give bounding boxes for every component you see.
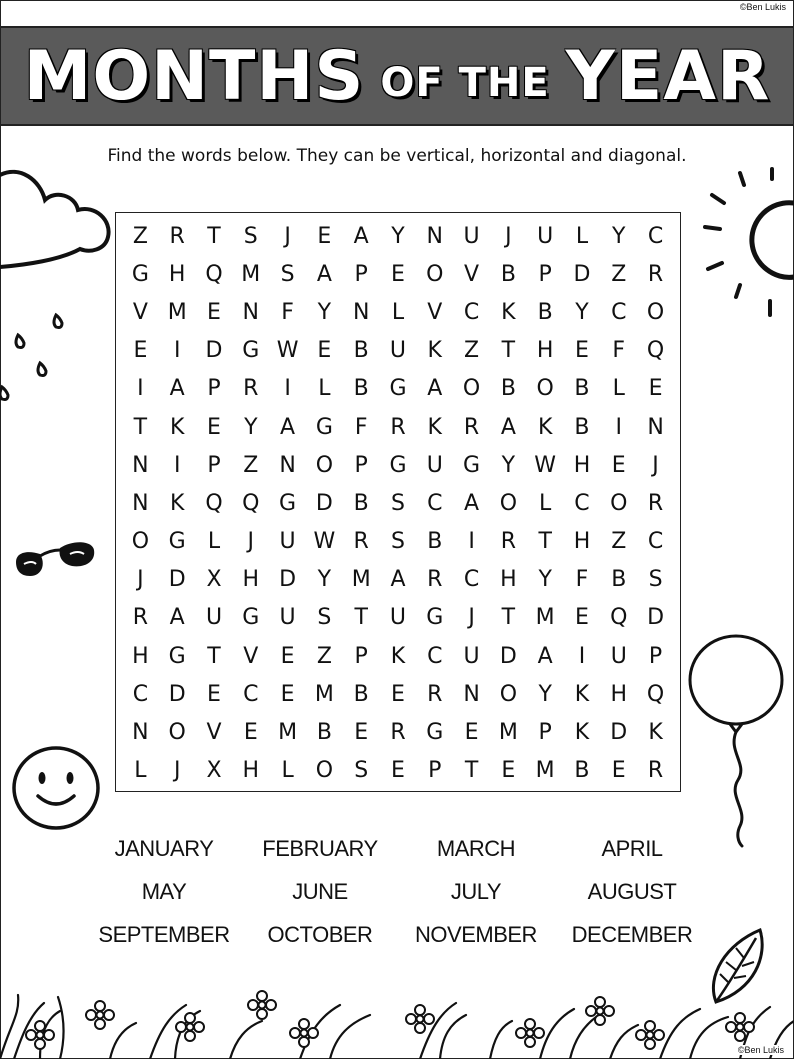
grid-letter: R [169,223,185,249]
grid-letter: C [427,643,443,669]
grid-letter: A [427,376,443,402]
grid-letter: A [464,490,480,516]
grid-letter: Q [646,338,665,364]
grid-letter: T [354,605,368,631]
grid-letter: I [284,376,291,402]
grid-letter: V [464,261,480,287]
grid-letter: J [173,758,181,784]
grid-letter: H [610,681,628,707]
grid-letter: P [428,758,442,784]
grid-letter: H [536,338,554,364]
grid-letter: E [391,261,405,287]
grid-letter: E [464,720,479,746]
grid-letter: A [390,567,406,593]
grid-letter: M [535,758,555,784]
grid-letter: F [281,299,294,325]
grid-letter: O [131,529,150,555]
grid-letter: I [173,338,181,364]
grid-letter: R [427,681,443,707]
grid-letter: K [501,299,516,325]
balloon-icon [686,634,786,850]
grid-letter: B [353,490,369,516]
word-list-item: OCTOBER [267,922,373,947]
grid-letter: H [242,758,260,784]
grid-letter: C [132,681,149,707]
grid-letter: R [463,414,480,440]
grid-letter: O [646,299,665,325]
grid-letter: E [207,299,221,325]
grid-letter: K [169,414,185,440]
grid-letter: L [391,299,405,325]
grid-letter: E [391,681,405,707]
grid-letter: N [463,681,480,707]
grid-letter: F [575,567,589,593]
grid-letter: Y [538,567,552,593]
grid-letter: M [314,681,334,707]
grid-letter: T [501,338,516,364]
grid-letter: I [137,376,144,402]
grid-letter: M [241,261,261,287]
grid-letter: E [317,223,332,249]
grid-letter: M [351,567,371,593]
grid-letter: V [206,720,222,746]
grid-letter: M [498,720,518,746]
word-list-item: JULY [450,879,502,904]
grid-letter: H [132,643,149,669]
grid-letter: N [132,452,149,478]
grid-letter: A [353,223,369,249]
grid-letter: O [499,490,518,516]
grid-letter: L [539,490,552,516]
grid-letter: C [611,299,627,325]
grid-letter: B [611,567,627,593]
grid-letter: P [354,643,368,669]
grid-letter: F [612,338,626,364]
grid-letter: D [573,261,591,287]
grid-letter: O [536,376,554,402]
sun-icon [700,165,794,325]
grid-letter: C [647,529,664,555]
grid-letter: E [280,681,295,707]
grid-letter: E [243,720,258,746]
grid-letter: U [279,529,296,555]
grid-letter: E [133,338,148,364]
grid-letter: R [647,261,664,287]
grid-letter: I [173,452,181,478]
grid-letter: K [648,720,663,746]
grid-letter: R [390,414,406,440]
grid-letter: O [315,758,334,784]
grid-letter: X [206,567,222,593]
grid-letter: B [427,529,443,555]
grid-letter: C [427,490,443,516]
grid-letter: J [468,605,475,631]
grid-letter: Z [243,452,259,478]
word-list-item: JUNE [292,879,348,904]
grid-letter: H [242,567,260,593]
grid-letter: O [168,720,186,746]
grid-letter: K [537,414,553,440]
grid-letter: E [611,452,626,478]
grid-letter: D [610,720,628,746]
grid-letter: S [648,567,663,593]
grid-letter: A [537,643,553,669]
grid-letter: B [574,376,590,402]
word-list-item: JANUARY [114,836,214,861]
grid-letter: D [315,490,333,516]
word-search-grid-box [115,212,681,792]
grid-letter: R [500,529,517,555]
grid-letter: B [574,414,590,440]
grid-letter: D [168,681,186,707]
grid-letter: H [500,567,517,593]
word-list-item: MARCH [436,836,516,861]
grid-letter: M [535,605,555,631]
grid-letter: C [463,567,480,593]
grid-letter: Q [205,490,223,516]
grid-letter: A [169,376,185,402]
grid-letter: R [647,490,664,516]
grid-letter: S [243,223,258,249]
grid-letter: L [612,376,625,402]
grid-letter: G [131,261,149,287]
grid-letter: A [169,605,185,631]
grid-letter: E [207,681,221,707]
grid-letter: G [426,605,444,631]
grid-letter: D [168,567,186,593]
grid-letter: B [537,299,553,325]
grid-letter: T [501,605,516,631]
smiley-icon [10,744,102,832]
grid-letter: B [500,376,516,402]
title-banner [1,26,793,126]
word-list-item: NOVEMBER [415,922,537,947]
grid-letter: E [648,376,663,402]
grid-letter: H [168,261,186,287]
grid-letter: L [575,223,589,249]
grid-letter: C [243,681,259,707]
grid-letter: V [243,643,259,669]
grid-letter: E [317,338,332,364]
grid-letter: G [463,452,481,478]
grid-letter: P [354,452,368,478]
grid-letter: E [575,338,589,364]
grid-letter: N [242,299,260,325]
grid-letter: J [247,529,255,555]
grid-letter: Q [610,605,628,631]
grid-letter: T [464,758,479,784]
grid-letter: K [169,490,185,516]
grid-letter: Z [611,261,627,287]
grid-letter: I [615,414,622,440]
grid-letter: Y [501,452,516,478]
grid-letter: K [574,681,590,707]
grid-letter: N [132,490,149,516]
grid-letter: C [574,490,590,516]
grid-letter: P [538,261,552,287]
grid-letter: E [501,758,516,784]
grid-letter: P [207,452,221,478]
grid-letter: S [390,529,405,555]
grid-letter: R [427,567,443,593]
grid-letter: Y [612,223,626,249]
grid-letter: S [280,261,295,287]
grid-letter: K [427,338,442,364]
grid-letter: U [279,605,296,631]
word-list-item: AUGUST [587,879,677,904]
grid-letter: E [354,720,369,746]
grid-letter: V [132,299,148,325]
grid-letter: Y [538,681,552,707]
copyright-bottom: ©Ben Lukis [737,1045,784,1055]
grid-letter: U [463,643,480,669]
grid-letter: L [318,376,331,402]
grid-letter: B [353,376,369,402]
grid-letter: G [279,490,297,516]
grid-letter: B [353,681,369,707]
grid-letter: N [647,414,664,440]
grid-letter: Y [391,223,405,249]
grid-letter: N [352,299,370,325]
title-word-months: MONTHS [23,36,365,116]
grid-letter: M [167,299,187,325]
copyright-top: ©Ben Lukis [739,2,786,12]
grid-letter: G [426,720,444,746]
grid-letter: G [389,376,407,402]
instructions: Find the words below. They can be vertical, horizontal and diagonal. [107,146,687,166]
grid-letter: T [538,529,552,555]
grid-letter: N [132,720,149,746]
grid-letter: F [354,414,368,440]
grid-letter: G [242,605,260,631]
grid-letter: B [353,338,369,364]
title-word-year: YEAR [565,36,771,116]
grid-letter: Z [316,643,332,669]
sunglasses-icon [14,534,98,580]
grid-letter: R [390,720,406,746]
grid-letter: Q [646,681,665,707]
grid-letter: U [463,223,480,249]
grid-letter: D [279,567,297,593]
grid-letter: G [389,452,407,478]
grid-letter: T [207,643,221,669]
grid-letter: C [463,299,480,325]
grid-letter: P [354,261,368,287]
grid-letter: E [207,414,221,440]
grid-letter: P [207,376,221,402]
grid-letter: I [578,643,586,669]
grid-letter: E [575,605,589,631]
grid-letter: G [168,529,186,555]
grid-letter: X [206,758,222,784]
word-list-item: MAY [141,879,187,904]
word-list [86,836,710,965]
grid-letter: G [242,338,260,364]
grid-letter: A [316,261,332,287]
grid-letter: B [500,261,516,287]
cloud-rain-icon [0,165,115,415]
grid-letter: Z [464,338,480,364]
grid-letter: G [315,414,333,440]
grid-letter: L [134,758,147,784]
grid-letter: B [316,720,332,746]
grid-letter: R [353,529,369,555]
grid-letter: S [317,605,332,631]
grid-letter: Z [611,529,627,555]
grid-letter: A [500,414,516,440]
grid-letter: H [573,529,591,555]
grid-letter: J [137,567,144,593]
grid-letter: D [647,605,665,631]
grid-letter: U [389,338,407,364]
grid-letter: Y [317,299,332,325]
grid-letter: U [610,643,627,669]
grid-letter: O [426,261,444,287]
grid-letter: K [574,720,590,746]
grid-letter: O [462,376,481,402]
grid-letter: P [648,643,663,669]
grid-letter: Q [242,490,260,516]
grid-letter: T [207,223,221,249]
grid-letter: W [534,452,557,478]
grid-letter: N [279,452,296,478]
word-list-item: DECEMBER [571,922,693,947]
grid-letter: S [354,758,369,784]
grid-letter: T [133,414,148,440]
grid-letter: E [280,643,295,669]
grid-letter: O [610,490,628,516]
grid-letter: W [313,529,336,555]
grid-letter: C [647,223,664,249]
grid-letter: J [652,452,659,478]
grid-letter: D [205,338,223,364]
grid-letter: H [573,452,591,478]
word-search-grid [122,217,674,790]
grid-letter: S [390,490,405,516]
grid-letter: J [505,223,512,249]
grid-letter: J [284,223,291,249]
grid-letter: O [499,681,518,707]
grid-letter: M [278,720,298,746]
title-word-of-the: OF THE [380,60,550,106]
grid-letter: L [207,529,221,555]
grid-letter: U [205,605,223,631]
grid-letter: Y [244,414,258,440]
grid-letter: R [647,758,664,784]
grid-letter: N [426,223,443,249]
grid-letter: G [168,643,186,669]
grid-letter: I [468,529,475,555]
grid-letter: Y [317,567,332,593]
grid-letter: A [280,414,296,440]
grid-letter: D [499,643,517,669]
grid-letter: E [611,758,626,784]
grid-letter: B [574,758,590,784]
grid-letter: Y [575,299,589,325]
grid-letter: P [538,720,552,746]
grid-letter: K [427,414,442,440]
grid-letter: K [390,643,406,669]
word-list-item: APRIL [601,836,663,861]
grid-letter: U [537,223,554,249]
word-list-item: SEPTEMBER [98,922,230,947]
grid-letter: R [132,605,149,631]
grid-letter: E [391,758,405,784]
flowers-grass-icon [0,975,794,1059]
grid-letter: Z [132,223,148,249]
grid-letter: L [281,758,294,784]
grid-letter: R [243,376,259,402]
grid-letter: Q [205,261,223,287]
grid-letter: V [427,299,443,325]
grid-letter: O [315,452,334,478]
grid-letter: U [389,605,407,631]
grid-letter: W [276,338,299,364]
word-list-item: FEBRUARY [262,836,378,861]
grid-letter: U [426,452,443,478]
page-title [1,28,793,124]
